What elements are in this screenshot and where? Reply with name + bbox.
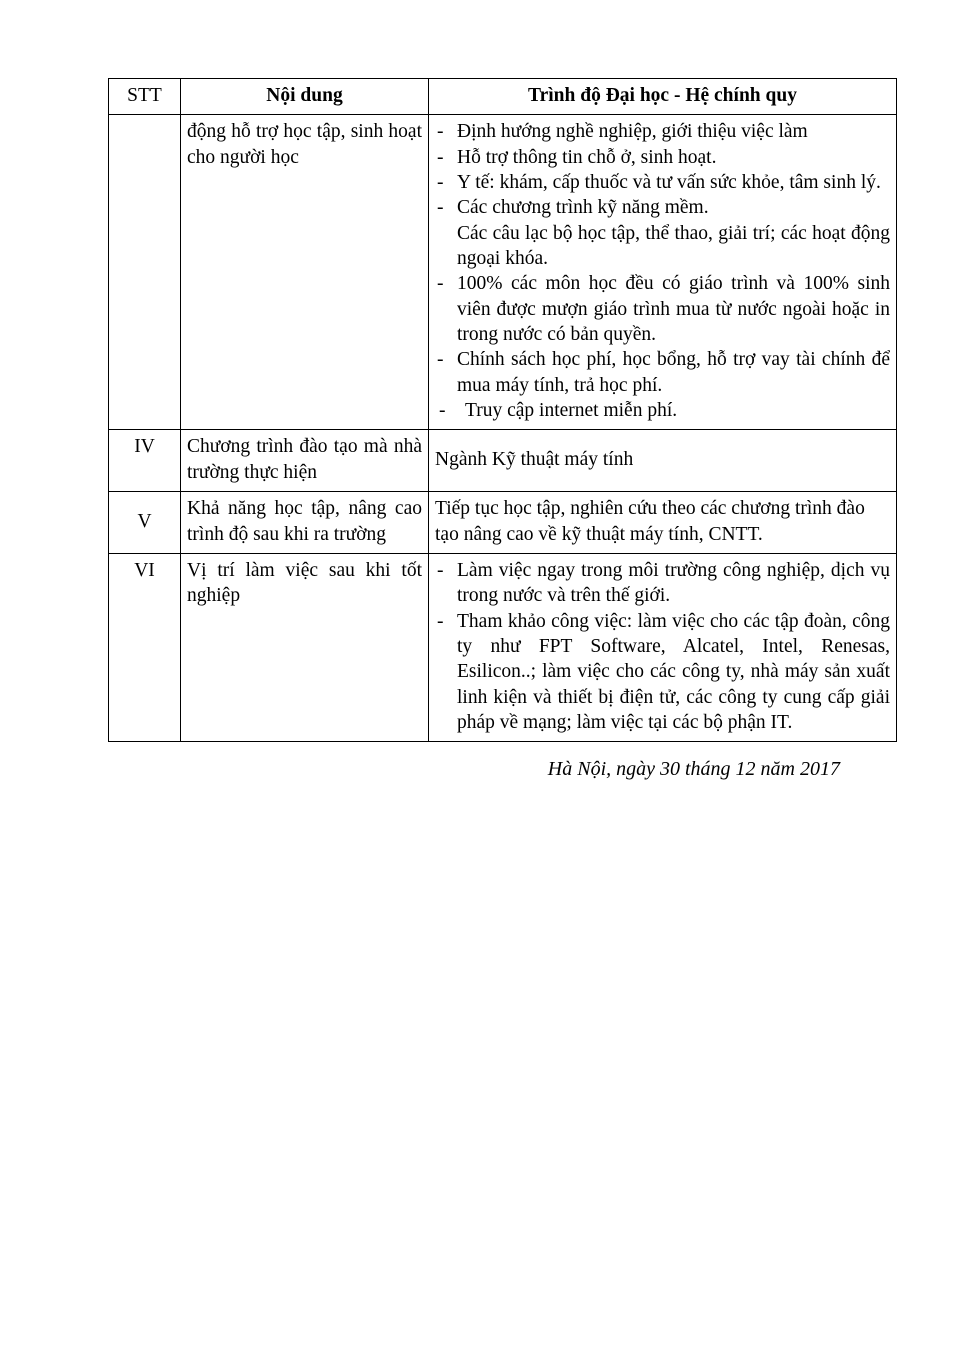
row-detail-cell: Ngành Kỹ thuật máy tính [429, 430, 897, 492]
row-detail-cell [429, 115, 897, 430]
row-index-cell: IV [109, 430, 181, 492]
list-item: - 100% các môn học đều có giáo trình và 100% sinh viên được mượn giáo trình mua từ nước ngoài hoặc in trong nước có bản quyền. [435, 271, 890, 347]
row-index-cell: VI [109, 553, 181, 741]
row-index-cell [109, 115, 181, 430]
list-item: - Tham khảo công việc: làm việc cho các tập đoàn, công ty như FPT Software, Alcatel, Intel, Renesas, Esilicon..; làm việc cho các công ty, nhà máy sản xuất linh kiện và thiết bị điện tử, các công ty cung cấp giải pháp về mạng; làm việc tại các bộ phận IT. [435, 609, 890, 736]
row-content-cell: động hỗ trợ học tập, sinh hoạt cho người học [181, 115, 429, 430]
list-item: - Y tế: khám, cấp thuốc và tư vấn sức khỏe, tâm sinh lý. [435, 170, 890, 195]
table-header-row [109, 79, 897, 115]
table-row [109, 115, 897, 430]
row-detail-cell [429, 553, 897, 741]
list-item: - Định hướng nghề nghiệp, giới thiệu việc làm [435, 119, 890, 144]
list-item: - Hỗ trợ thông tin chỗ ở, sinh hoạt. [435, 145, 890, 170]
row-content-cell: Khả năng học tập, nâng cao trình độ sau khi ra trường [181, 492, 429, 554]
table-body [109, 115, 897, 742]
table-row [109, 492, 897, 554]
column-header-trinh-do: Trình độ Đại học - Hệ chính quy [429, 79, 897, 115]
column-header-noi-dung: Nội dung [181, 79, 429, 115]
table-header [109, 79, 897, 115]
program-info-table [108, 78, 897, 742]
row-detail-cell: Tiếp tục học tập, nghiên cứu theo các chương trình đào tạo nâng cao về kỹ thuật máy tính, CNTT. [429, 492, 897, 554]
table-row [109, 553, 897, 741]
detail-list [435, 119, 890, 423]
list-item: - Truy cập internet miễn phí. [435, 398, 890, 423]
row-content-cell: Chương trình đào tạo mà nhà trường thực hiện [181, 430, 429, 492]
signature-date-line: Hà Nội, ngày 30 tháng 12 năm 2017 [547, 758, 840, 781]
row-content-cell: Vị trí làm việc sau khi tốt nghiệp [181, 553, 429, 741]
row-index-cell: V [109, 492, 181, 554]
detail-list [435, 558, 890, 735]
list-item: - Các chương trình kỹ năng mềm. [435, 195, 890, 220]
list-item: - Chính sách học phí, học bổng, hỗ trợ vay tài chính để mua máy tính, trả học phí. [435, 347, 890, 398]
list-item: - Làm việc ngay trong môi trường công nghiệp, dịch vụ trong nước và trên thế giới. [435, 558, 890, 609]
table-row [109, 430, 897, 492]
column-header-stt: STT [109, 79, 181, 115]
list-item: Các câu lạc bộ học tập, thể thao, giải trí; các hoạt động ngoại khóa. [457, 222, 890, 270]
